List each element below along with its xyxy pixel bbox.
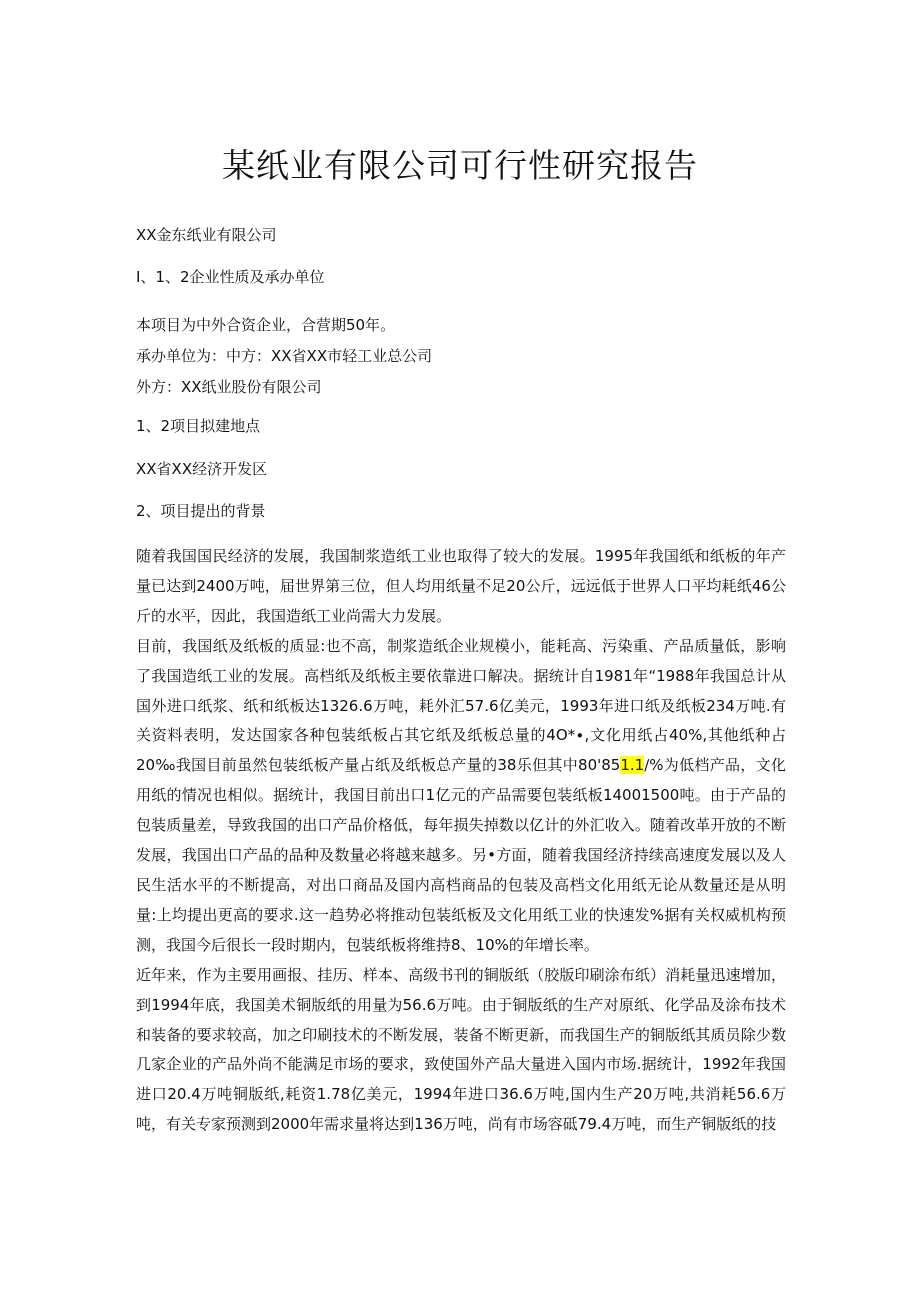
undertaker-line: 承办单位为：中方：XX省XX市轻工业总公司 — [136, 347, 433, 365]
paragraph-3: 近年来，作为主要用画报、挂历、样本、高级书刊的铜版纸（胶版印刷涂布纸）消耗量迅速增加，到1994年底，我国美术铜版纸的用量为56.6万吨。由于铜版纸的生产对原纸、化学品及涂布技术和装备的要求较高，加之印刷技术的不断发展，装备不断更新，而我国生产的铜版纸其质员除少数几家企业的产品外尚不能满足市场的要求，致使国外产品大量进入国内市场.据统计，1992年我国进口20.4万吨铜版纸,耗资1.78亿美元，1994年进口36.6万吨,国内生产20万吨,共消耗56.6万吨，有关专家预测到2000年需求量将达到136万吨，尚有市场容砥79.4万吨，而生产铜版纸的技 — [136, 965, 786, 1134]
section-heading-nature: I、1、2企业性质及承办单位 — [136, 268, 325, 286]
document-title: 某纸业有限公司可行性研究报告 — [222, 146, 698, 185]
foreign-party-line: 外方：XX纸业股份有限公司 — [136, 378, 322, 396]
paragraph-1: 随着我国国民经济的发展，我国制浆造纸工业也取得了较大的发展。1995年我国纸和纸板的年产量已达到2400万吨，届世界第三位，但人均用纸量不足20公斤，远远低于世界人口平均耗纸46公斤的水平，因此，我国造纸工业尚需大力发展。 — [136, 547, 786, 625]
nature-line: 本项目为中外合资企业，合营期50年。 — [136, 316, 396, 334]
paragraph-2-part-a: 目前，我国纸及纸板的质显:也不高，制浆造纸企业规模小，能耗高、污染重、产品质量低，影响了我国造纸工业的发展。高档纸及纸板主要依靠进口解决。据统计自1981年“1988年我国总计从国外进口纸浆、纸和纸板达1326.6万吨，耗外汇57.6亿美元，1993年进口纸及纸板234万吨.有关资料表明，发达国家各种包装纸板占其它纸及纸板总量的4O*∙,文化用纸占40%,其他纸种占20‰我国目前虽然包装纸板产量占纸及纸板总产量的38乐但其中80'85 — [136, 636, 786, 775]
site-line: XX省XX经济开发区 — [136, 460, 268, 478]
section-heading-site: 1、2项目拟建地点 — [136, 417, 261, 435]
section-heading-background: 2、项目提出的背景 — [136, 502, 266, 520]
paragraph-2-part-b: ∕%为低档产品，文化用纸的情况也相似。据统计，我国目前出口1亿元的产品需要包装纸板14001500吨。由于产品的包装质量差，导致我国的出口产品价格低，每年损失掉数以亿计的外汇收入。随着改革开放的不断发展，我国出口产品的品种及数量必将越来越多。另•方面，随着我国经济持续高速度发展以及人民生活水平的不断提高，对出口商品及国内高档商品的包装及高档文化用纸无论从数量还是从明量:上均提出更高的要求.这一趋势必将推动包装纸板及文化用纸工业的快速发%据有关权威机构预测，我国今后很长一段时期内，包装纸板将维持8、10%的年增长率。 — [136, 756, 786, 954]
paragraph-2 — [136, 632, 786, 961]
background-body — [136, 542, 786, 1140]
company-name: XX金东纸业有限公司 — [136, 226, 277, 244]
highlighted-text: 1.1 — [620, 756, 645, 775]
